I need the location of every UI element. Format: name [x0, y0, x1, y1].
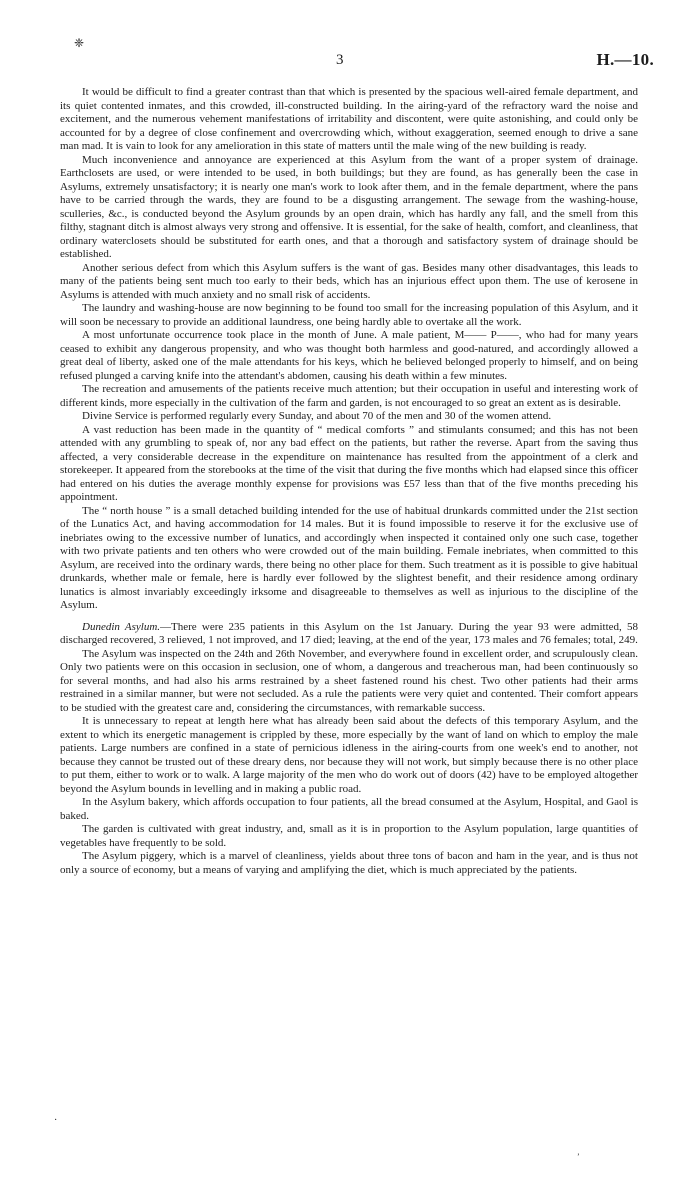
- paragraph-3: Another serious defect from which this Asylum suffers is the want of gas. Besides many other disadvantages, this leads to many of the patients being sent much too early to their beds, which has an injurious effect upon them. The use of kerosene in Asylums is attended with much anxiety and no small risk of accidents.: [60, 261, 638, 301]
- paragraph-10-text: —There were 235 patients in this Asylum on the 1st January. During the year 93 were admitted, 58 discharged recovered, 3 relieved, 1 not improved, and 17 died; leaving, at the end of the year, 173 males and 76 females; total, 249.: [60, 620, 638, 646]
- paragraph-13: In the Asylum bakery, which affords occupation to four patients, all the bread consumed at the Asylum, Hospital, and Gaol is baked.: [60, 796, 638, 822]
- paragraph-12: It is unnecessary to repeat at length here what has already been said about the defects of this temporary Asylum, and the extent to which its energetic management is crippled by these, more especially by the want of land on which to employ the male patients. Large numbers are confined in a state of pernicious idleness in the airing-courts from one week's end to another, not because they cannot be trusted out of these dreary dens, nor because they will not work, but simply because there is no other place to put them, either to work or to walk. A large majority of the men who do work out of doors (42) have to be employed altogether beyond the Asylum bounds in levelling and in making a public road.: [60, 715, 638, 795]
- corner-mark: ❈: [74, 36, 85, 50]
- paragraph-2: Much inconvenience and annoyance are experienced at this Asylum from the want of a proper system of drainage. Earthclosets are used, or were intended to be used, in both buildings; but they are found, as has generally been the case in Asylums, extremely unsatisfactory; it is nearly one man's work to look after them, and in the female department, where the pans have to be carried through the wards, they are found to be a disgusting arrangement. The sewage from the washing-house, sculleries, &c., is conducted beyond the Asylum grounds by an open drain, which has hardly any fall, and the smell from this filthy, stagnant ditch is almost always very strong and offensive. It is essential, for the sake of health, comfort, and cleanliness, that ordinary waterclosets should be substituted for earth ones, and that a thorough and satisfactory system of drainage should be established.: [60, 153, 638, 260]
- body-text: [60, 86, 638, 877]
- paragraph-11: The Asylum was inspected on the 24th and 26th November, and everywhere found in excellent order, and scrupulously clean. Only two patients were on this occasion in seclusion, one of whom, a dangerous and treacherous man, had been continuously so for several months, and had also his arms restrained by a sheet fastened round his chest. Two other patients had their arms restrained in a similar manner, but were not secluded. As a rule the patients were very quiet and contented. Their comfort appears to be studied with the greatest care and, considering the circumstances, with remarkable success.: [60, 647, 638, 714]
- paragraph-15: The Asylum piggery, which is a marvel of cleanliness, yields about three tons of bacon and ham in the year, and is thus not only a source of economy, but a means of varying and amplifying the diet, which is much appreciated by the patients.: [60, 850, 638, 876]
- paragraph-7: Divine Service is performed regularly every Sunday, and about 70 of the men and 30 of the women attend.: [82, 410, 552, 422]
- section-lead: Dunedin Asylum.: [82, 620, 161, 633]
- paragraph-4: The laundry and washing-house are now beginning to be found too small for the increasing population of this Asylum, and it will soon be necessary to provide an additional laundress, one being hardly able to overtake all the work.: [60, 302, 638, 328]
- paragraph-10: [60, 621, 638, 648]
- document-code: H.—10.: [596, 50, 654, 69]
- margin-tick: ’: [577, 1152, 580, 1161]
- paragraph-9: The “ north house ” is a small detached building intended for the use of habitual drunkards committed under the 21st section of the Lunatics Act, and having accommodation for 14 males. But it is found impossible to reserve it for the exclusive use of inebriates owing to the excessive number of lunatics, and accordingly when inspected it contained only one such case, together with two private patients and ten others who were crowded out of the main building. Female inebriates, when committed to this Asylum, are received into the ordinary wards, there being no other place for them. Such treatment as it is possible to give habitual drunkards, whether male or female, here is hardly ever followed by the slightest benefit, and their residence among ordinary lunatics is almost invariably exceedingly irksome and disagreeable to themselves as well as injurious to the discipline of the Asylum.: [60, 504, 638, 611]
- paragraph-5: A most unfortunate occurrence took place in the month of June. A male patient, M—— P——, who had for many years ceased to exhibit any dangerous propensity, and who was thought both harmless and good-natured, and accordingly allowed a great deal of liberty, asked one of the male attendants for his keys, which he believed belonged properly to himself, and on being refused plunged a carving knife into the attendant's abdomen, causing his death within a few minutes.: [60, 329, 638, 382]
- paragraph-14: The garden is cultivated with great industry, and, small as it is in proportion to the Asylum population, large quantities of vegetables have frequently to be sold.: [60, 823, 638, 849]
- page-number: 3: [336, 52, 344, 68]
- paragraph-8: A vast reduction has been made in the quantity of “ medical comforts ” and stimulants consumed; and this has not been attended with any grumbling to speak of, nor any bad effect on the patients, but rather the reverse. Apart from the saving thus affected, a very considerable decrease in the expenditure on maintenance has resulted from the appointment of a clerk and storekeeper. It appeared from the storebooks at the time of the visit that during the five months which had elapsed since this officer had entered on his duties the average monthly expense for provisions was £57 less than that of the five months preceding his appointment.: [60, 423, 638, 503]
- paragraph-6: The recreation and amusements of the patients receive much attention; but their occupation in useful and interesting work of different kinds, more especially in the cultivation of the farm and garden, is not encouraged to so great an extent as is desirable.: [60, 383, 638, 409]
- margin-dot: ·: [54, 1115, 58, 1126]
- paragraph-1: It would be difficult to find a greater contrast than that which is presented by the spacious well-aired female department, and its quiet contented inmates, and this crowded, ill-constructed building. In the airing-yard of the refractory ward the noise and excitement, and the numerous vehement manifestations of irritability and discontent, were quite astonishing, and could only be accounted for by a degree of close confinement and overcrowding which, without exaggeration, seemed enough to drive a sane man mad. It is vain to look for any amelioration in this state of matters until the male wing of the new building is ready.: [60, 86, 638, 152]
